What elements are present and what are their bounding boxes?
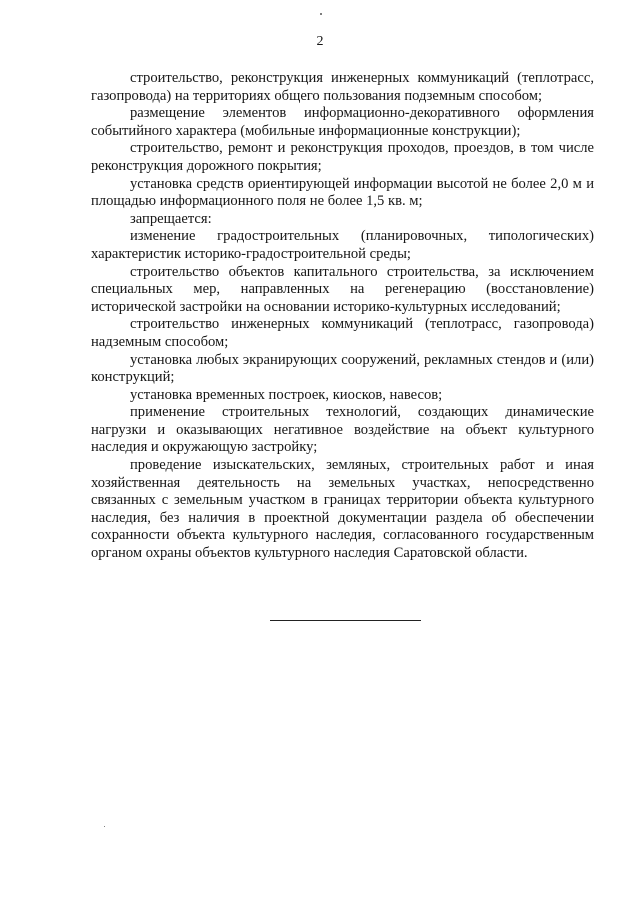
document-body <box>91 70 594 563</box>
scan-speck <box>104 826 105 827</box>
page-number: 2 <box>316 34 324 49</box>
paragraph: строительство инженерных коммуникаций (теплотрасс, газопровода) надземным способом; <box>91 316 594 350</box>
paragraph: строительство, ремонт и реконструкция проходов, проездов, в том числе реконструкция дорожного покрытия; <box>91 140 594 174</box>
scan-speck <box>320 13 322 15</box>
paragraph: проведение изыскательских, земляных, строительных работ и иная хозяйственная деятельность на земельных участках, непосредственно связанных с земельным участком в границах территории объекта культурного наследия, без наличия в проектной документации раздела об обеспечении сохранности объекта культурного наследия, согласованного государственным органом охраны объектов культурного наследия Саратовской области. <box>91 457 594 562</box>
end-separator-line <box>270 620 421 621</box>
paragraph: применение строительных технологий, создающих динамические нагрузки и оказывающих негативное воздействие на объект культурного наследия и окружающую застройку; <box>91 404 594 456</box>
paragraph: установка средств ориентирующей информации высотой не более 2,0 м и площадью информационного поля не более 1,5 кв. м; <box>91 175 594 210</box>
paragraph: запрещается: <box>130 210 212 227</box>
paragraph: размещение элементов информационно-декоративного оформления событийного характера (мобильные информационные конструкции); <box>91 105 594 139</box>
paragraph: установка любых экранирующих сооружений, рекламных стендов и (или) конструкций; <box>91 351 594 386</box>
paragraph: строительство объектов капитального строительства, за исключением специальных мер, направленных на регенерацию (восстановление) исторической застройки на основании историко-культурных исследований; <box>91 263 594 315</box>
paragraph: изменение градостроительных (планировочных, типологических) характеристик историко-градостроительной среды; <box>91 228 594 262</box>
paragraph: установка временных построек, киосков, навесов; <box>130 386 443 403</box>
paragraph: строительство, реконструкция инженерных коммуникаций (теплотрасс, газопровода) на территориях общего пользования подземным способом; <box>91 70 594 104</box>
